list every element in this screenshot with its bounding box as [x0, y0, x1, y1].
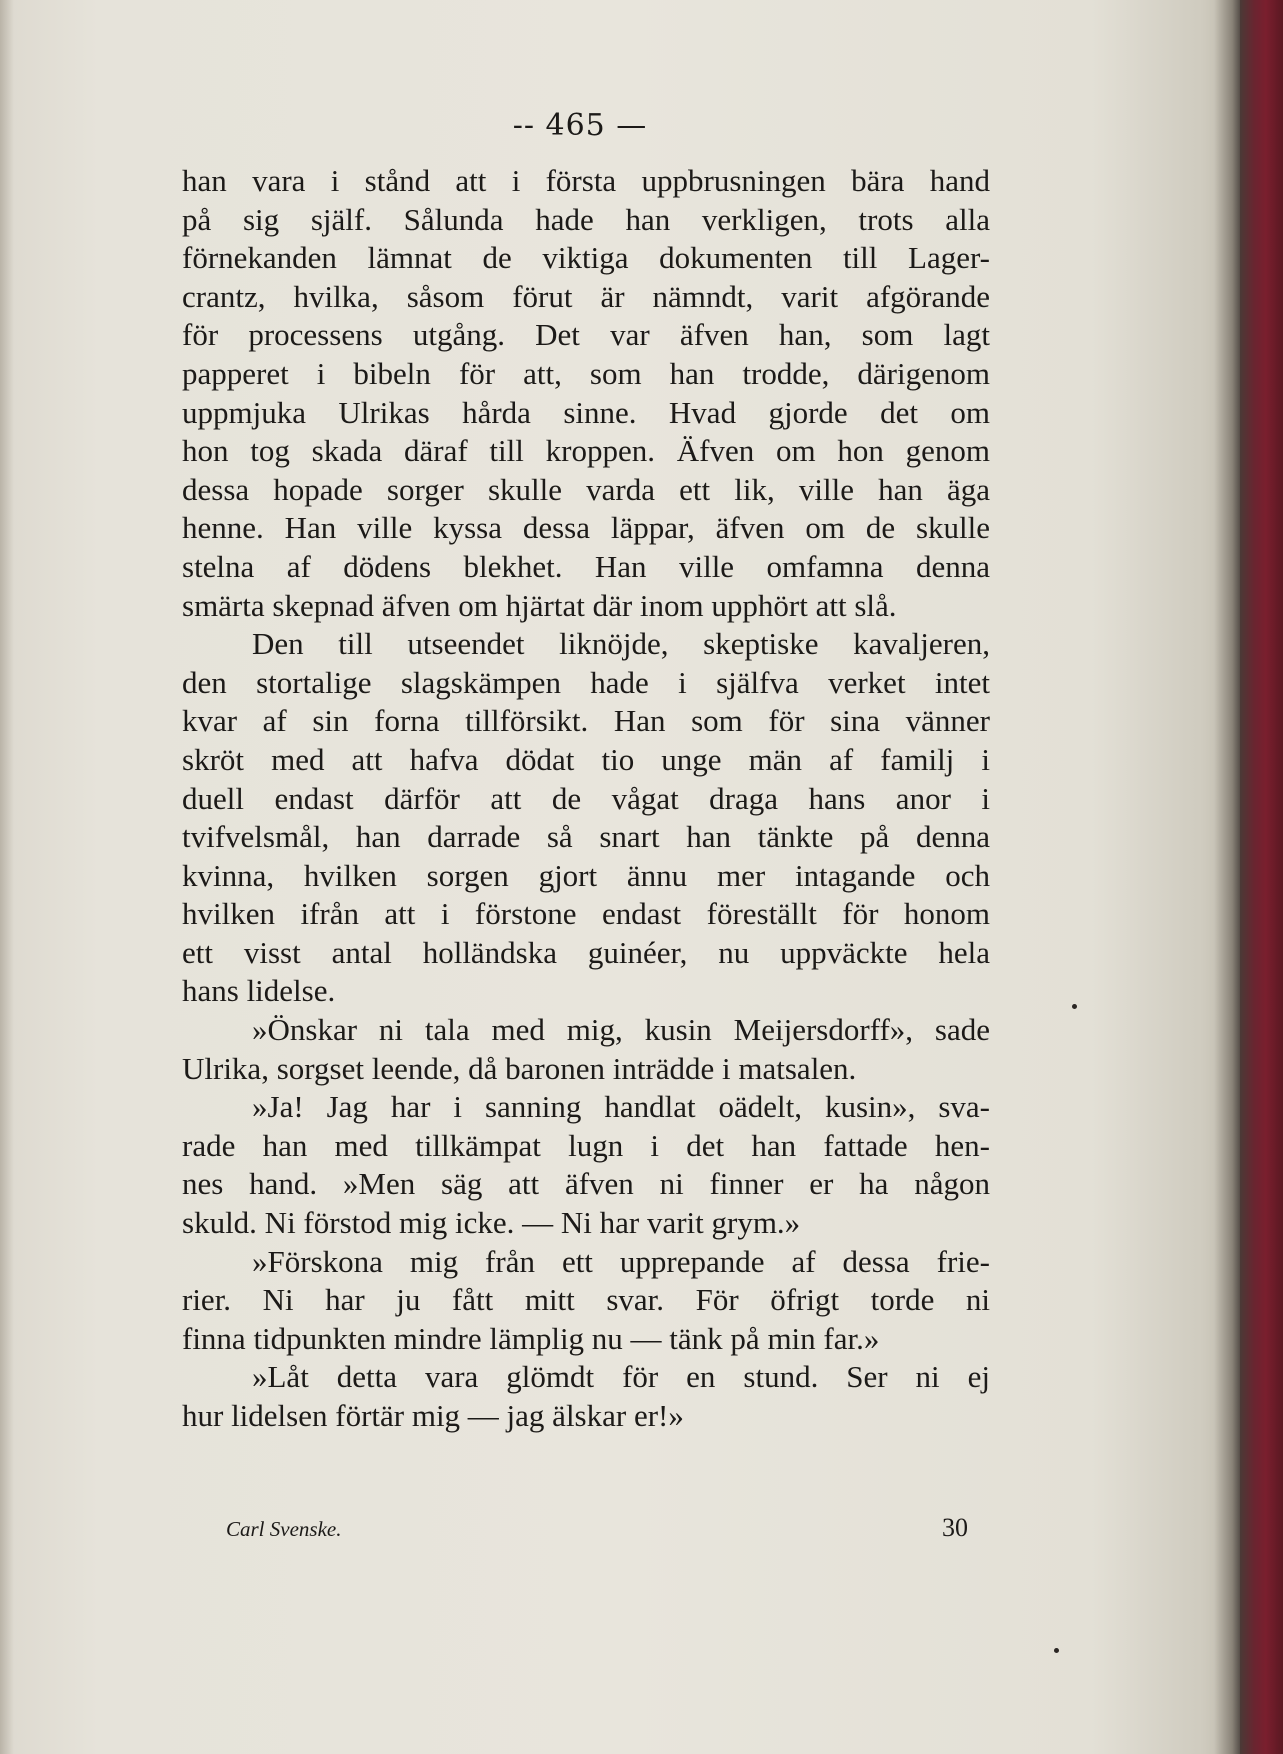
- text-line: tvifvelsmål, han darrade så snart han tänkte på denna: [182, 819, 990, 855]
- text-line: för processens utgång. Det var äfven han, som lagt: [182, 317, 990, 353]
- text-line: hvilken ifrån att i förstone endast föreställt för honom: [182, 896, 990, 932]
- text-line: henne. Han ville kyssa dessa läppar, äfven om de skulle: [182, 510, 990, 546]
- text-line: finna tidpunkten mindre lämplig nu — tänk på min far.»: [182, 1320, 880, 1356]
- text-line: skuld. Ni förstod mig icke. — Ni har varit grym.»: [182, 1205, 801, 1241]
- text-line: »Förskona mig från ett upprepande af dessa frie-: [252, 1243, 990, 1279]
- text-line: hur lidelsen förtär mig — jag älskar er!»: [182, 1398, 684, 1433]
- text-line: dessa hopade sorger skulle varda ett lik, ville han äga: [182, 471, 990, 507]
- text-line: kvar af sin forna tillförsikt. Han som för sina vänner: [182, 703, 990, 739]
- text-line: skröt med att hafva dödat tio unge män af familj i: [182, 741, 990, 777]
- text-line: duell endast därför att de vågat draga hans anor i: [182, 780, 990, 816]
- print-speck: [1054, 1648, 1059, 1653]
- text-line: »Önskar ni tala med mig, kusin Meijersdorff», sade: [252, 1012, 990, 1048]
- signature-mark: 30: [942, 1513, 968, 1542]
- page-gutter-shadow: [1214, 0, 1240, 1754]
- text-line: papperet i bibeln för att, som han trodde, därigenom: [182, 355, 990, 391]
- text-line: crantz, hvilka, såsom förut är nämndt, varit afgörande: [182, 278, 990, 314]
- page-left-edge: [0, 0, 14, 1754]
- footer-author: Carl Svenske.: [226, 1517, 342, 1541]
- text-line: Ulrika, sorgset leende, då baronen inträdde i matsalen.: [182, 1050, 857, 1086]
- text-line: hans lidelse.: [182, 973, 336, 1009]
- body-text: [182, 162, 990, 1436]
- text-line: Den till utseendet liknöjde, skeptiske kavaljeren,: [252, 626, 990, 662]
- text-line: den stortalige slagskämpen hade i själfva verket intet: [182, 664, 990, 700]
- text-line: »Ja! Jag har i sanning handlat oädelt, kusin», sva-: [252, 1089, 990, 1125]
- text-line: förnekanden lämnat de viktiga dokumenten till Lager-: [182, 240, 990, 276]
- text-line: stelna af dödens blekhet. Han ville omfamna denna: [182, 548, 990, 584]
- book-cover-edge: [1240, 0, 1283, 1754]
- text-line: hon tog skada däraf till kroppen. Äfven om hon genom: [182, 433, 990, 469]
- text-line: ett visst antal holländska guinéer, nu uppväckte hela: [182, 934, 990, 970]
- text-line: nes hand. »Men säg att äfven ni finner er ha någon: [182, 1166, 990, 1202]
- text-line: kvinna, hvilken sorgen gjort ännu mer intagande och: [182, 857, 990, 893]
- print-speck: [1072, 1004, 1077, 1009]
- text-line: på sig själf. Sålunda hade han verkligen, trots alla: [182, 201, 990, 237]
- text-line: smärta skepnad äfven om hjärtat där inom upphört att slå.: [182, 587, 897, 623]
- text-line: »Låt detta vara glömdt för en stund. Ser ni ej: [252, 1359, 990, 1395]
- text-line: rier. Ni har ju fått mitt svar. För öfrigt torde ni: [182, 1282, 990, 1318]
- text-line: han vara i stånd att i första uppbrusningen bära hand: [182, 163, 990, 198]
- page-number: -- 465 —: [512, 108, 648, 143]
- text-line: uppmjuka Ulrikas hårda sinne. Hvad gjorde det om: [182, 394, 990, 430]
- text-line: rade han med tillkämpat lugn i det han fattade hen-: [182, 1127, 990, 1163]
